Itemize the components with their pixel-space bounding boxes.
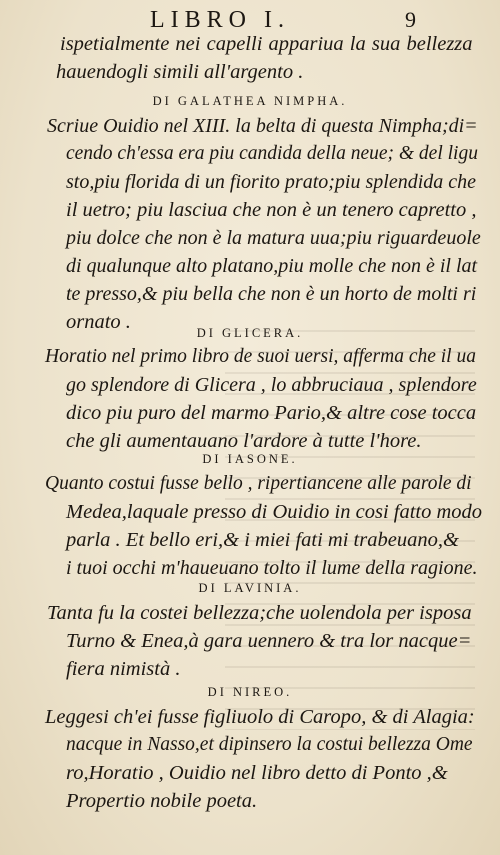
text-line: ornato .	[66, 311, 131, 333]
text-line: nacque in Nasso,et dipinsero la costui bellezza Ome	[66, 734, 473, 755]
text-line: fiera nimistà .	[66, 658, 181, 680]
text-line: i tuoi occhi m'haueuano tolto il lume della ragione.	[66, 557, 478, 579]
section-heading: DI GALATHEA NIMPHA.	[152, 94, 348, 108]
text-line: Tanta fu la costei bellezza;che uolendola per isposa	[47, 602, 472, 624]
text-line: ro,Horatio , Ouidio nel libro detto di Ponto ,&	[66, 762, 448, 784]
text-line: Quanto costui fusse bello , ripertiancene alle parole di	[45, 473, 472, 494]
text-line: Medea,laquale presso di Ouidio in cosi fatto modo	[66, 501, 483, 523]
text-line: parla . Et bello eri,& i miei fati mi trabeuano,&	[66, 529, 459, 551]
text-line: cendo ch'essa era piu candida della neue; & del ligu	[66, 143, 478, 164]
running-head: LIBRO I.	[150, 7, 290, 33]
text-line: Turno & Enea,à gara uennero & tra lor nacque=	[66, 630, 472, 652]
text-line: Horatio nel primo libro de suoi uersi, afferma che il ua	[45, 346, 476, 367]
section-heading: DI NIREO.	[207, 685, 293, 699]
text-line: che gli aumentauano l'ardore à tutte l'hore.	[66, 430, 422, 452]
text-line: dico piu puro del marmo Pario,& altre cose tocca	[66, 402, 477, 424]
section-heading: DI LAVINIA.	[198, 581, 302, 595]
text-line: piu dolce che non è la matura uua;piu riguardeuole	[66, 227, 481, 249]
text-line: te presso,& piu bella che non è un horto de molti ri	[66, 283, 477, 305]
text-line: il uetro; piu lasciua che non è un tenero capretto ,	[66, 199, 477, 221]
text-line: Propertio nobile poeta.	[66, 790, 258, 812]
text-line: Scriue Ouidio nel XIII. la belta di questa Nimpha;di=	[47, 115, 478, 137]
section-heading: DI IASONE.	[202, 452, 298, 466]
text-line: go splendore di Glicera , lo abbruciaua , splendore	[66, 374, 477, 396]
text-line: Leggesi ch'ei fusse figliuolo di Caropo, & di Alagia:	[45, 706, 475, 728]
text-line: ispetialmente nei capelli appariua la sua bellezza	[60, 33, 473, 55]
text-line: hauendogli simili all'argento .	[56, 61, 304, 83]
text-line: sto,piu florida di un fiorito prato;piu splendida che	[66, 171, 476, 193]
section-heading: DI GLICERA.	[196, 326, 304, 340]
text-line: di qualunque alto platano,piu molle che non è il lat	[66, 255, 478, 277]
page-number: 9	[405, 7, 416, 32]
